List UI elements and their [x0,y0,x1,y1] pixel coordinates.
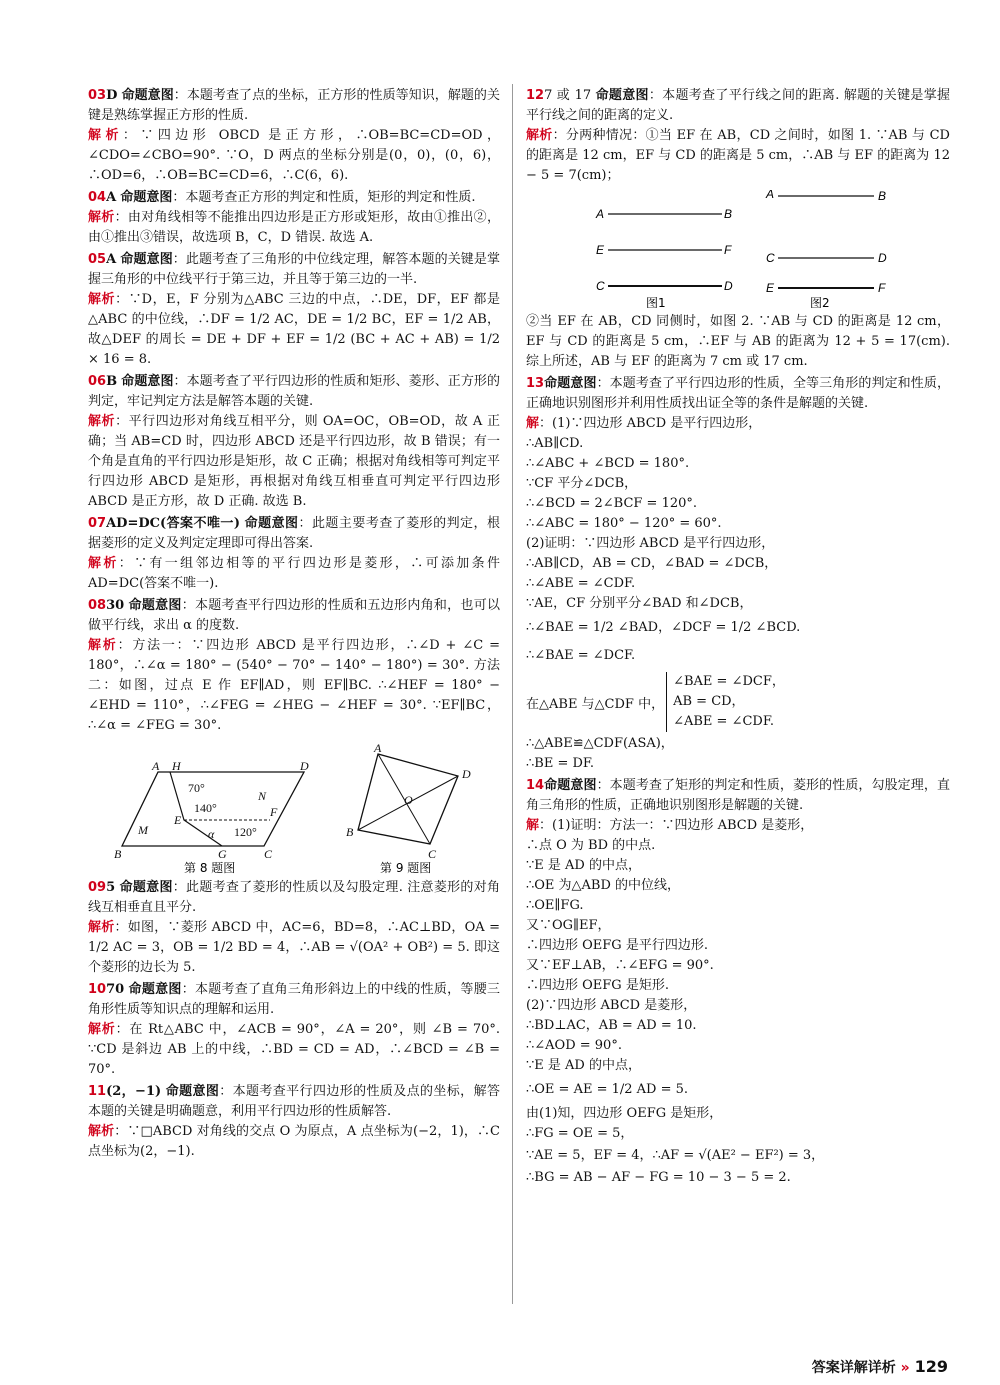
svg-text:B: B [346,825,354,839]
intent-label: 命题意图 [128,598,182,613]
svg-text:D: D [462,767,471,781]
solution-line: ∵E 是 AD 的中点， [526,858,641,873]
question-block: 05A 命题意图：此题考查了三角形的中位线定理，解答本题的关键是掌握三角形的中位线平行于第三边，并且等于第三边的一半. 解析：∵D，E，F 分别为△ABC 三边的中点，∴DE，DF，EF 都是△ABC 的中位线，∴DF = 1/2 AC，DE = 1/2 BC，EF = 1/2 AB，故△DEF 的周长 = DE + DF + EF = 1/2 (BC + AC + AB) = 1/2 × 16 = 8. [88,252,500,367]
intent-text: 此题考查了三角形的中位线定理，解答本题的关键是掌握三角形的中位线平行于第三边，并且等于第三边的一半. [88,252,500,287]
question-number: 14 [526,778,545,793]
geometry-figures [88,742,500,874]
question-number: 05 [88,252,107,267]
svg-text:D: D [724,279,733,293]
answer: (2，−1) [106,1084,162,1099]
svg-text:D: D [878,251,887,265]
question-block: 095 命题意图：此题考查了菱形的性质以及勾股定理. 注意菱形的对角线互相垂直且平分. 解析：如图，∵菱形 ABCD 中，AC=6，BD=8，∴AC⊥BD，OA = 1/2 AC = 3，OB = 1/2 BD = 4，∴AB = √(OA² + OB²) = 5. 即这个菱形的边长为 5. [88,880,500,975]
intent-text: 本题考查了平行四边形的性质，全等三角形的判定和性质，正确地识别图形并利用性质找出证全等的条件是解题的关键. [526,376,950,411]
q8-q9-figures [88,742,500,874]
svg-text:A: A [766,190,775,201]
solution-line: ∴∠BCD = 2∠BCF = 120°. [526,496,698,511]
solution-line: (1)证明：方法一：∵四边形 ABCD 是菱形， [552,818,814,833]
analysis-text: ∵有一组邻边相等的平行四边形是菱形，∴可添加条件 AD=DC(答案不唯一). [88,556,500,591]
svg-text:B: B [114,847,122,861]
svg-text:140°: 140° [194,801,217,815]
question-block: 04A 命题意图：本题考查正方形的判定和性质，矩形的判定和性质. 解析：由对角线相等不能推出四边形是正方形或矩形，故由①推出②，由①推出③错误，故选项 B，C，D 错误. 故选 A. [88,190,500,245]
solution-line: ∴FG = OE = 5， [526,1126,634,1141]
answer: A [106,190,117,205]
left-column [88,86,500,1164]
svg-text:A: A [152,759,160,773]
intent-text: 本题考查正方形的判定和性质，矩形的判定和性质. [185,190,476,205]
solution-line: ∴OE 为△ABD 的中位线， [526,878,681,893]
analysis-text: 如图，∵菱形 ABCD 中，AC=6，BD=8，∴AC⊥BD，OA = 1/2 AC = 3，OB = 1/2 BD = 4，∴AB = √(OA² + OB²) = 5. 即这个菱形的边长为 5. [88,920,500,975]
solution-line: ∴BG = AB − AF − FG = 10 − 3 − 5 = 2. [526,1170,791,1185]
analysis-text: 分两种情况：①当 EF 在 AB，CD 之间时，如图 1. ∵AB 与 CD 的距离是 12 cm，EF 与 CD 的距离是 5 cm，∴AB 与 EF 的距离为 12 − 5 = 7(cm)； [526,128,950,183]
analysis-text: 由对角线相等不能推出四边形是正方形或矩形，故由①推出②，由①推出③错误，故选项 B，C，D 错误. 故选 A. [88,210,500,245]
solution-line: ∵CF 平分∠DCB， [526,476,638,491]
intent-label: 命题意图 [165,1084,220,1099]
solution-line: ∴BD⊥AC，AB = AD = 10. [526,1018,697,1033]
solution-line: ∵AE = 5，EF = 4，∴AF = √(AE² − EF²) = 3， [526,1148,825,1163]
question-number: 08 [88,598,107,613]
svg-text:N: N [258,789,267,803]
analysis-text: ∵四边形 OBCD 是正方形，∴OB=BC=CD=OD，∠CDO=∠CBO=90°. ∵O，D 两点的坐标分别是(0，0)，(0，6)，∴OD=6，∴OB=BC=CD=6，∴C(6，6). [88,128,500,183]
intent-text: 此题主要考查了菱形的判定，根据菱形的定义及判定定理即可得出答案. [88,516,500,551]
analysis-label: 解析 [88,414,116,429]
svg-text:O: O [404,793,413,807]
svg-text:70°: 70° [188,781,205,795]
analysis-label: 解析 [88,1124,115,1139]
svg-text:H: H [172,759,181,773]
q12-figures [526,190,950,308]
svg-text:A: A [374,742,382,755]
footer-label: 答案详解详析 [811,1360,896,1376]
solution-line: 又∵EF⊥AB，∴∠EFG = 90°. [526,958,714,973]
question-number: 13 [526,376,545,391]
intent-text: 本题考查了直角三角形斜边上的中线的性质，等腰三角形性质等知识点的理解和运用. [88,982,500,1017]
question-block: 06B 命题意图：本题考查了平行四边形的性质和矩形、菱形、正方形的判定，牢记判定方法是解答本题的关键. 解析：平行四边形对角线互相平分，则 OA=OC，OB=OD，故 A 正确；当 AB=CD 时，四边形 ABCD 还是平行四边形，故 B 错误；有一个角是直角的平行四边形是矩形，故 C 正确；根据对角线相等可判定平行四边形 ABCD 是矩形，再根据对角线互相垂直可判定平行四边形 ABCD 是正方形，故 D 正确. 故选 B. [88,374,500,509]
intent-text: 本题考查了平行四边形的性质和矩形、菱形、正方形的判定，牢记判定方法是解答本题的关键. [88,374,500,409]
q14-block: 14命题意图：本题考查了矩形的判定和性质，菱形的性质，勾股定理，直角三角形的性质，正确地识别图形是解题的关键. [526,778,950,813]
question-number: 07 [88,516,107,531]
intent-label: 命题意图 [244,516,299,531]
svg-text:C: C [766,251,775,265]
svg-text:F: F [270,805,278,819]
solution-line: ∵AE，CF 分别平分∠BAD 和∠DCB， [526,596,753,611]
page-footer [812,1357,948,1377]
solution-line: ∴AB∥CD. [526,436,584,451]
question-number: 12 [526,88,545,103]
analysis-label: 解析 [88,1022,116,1037]
q12-block: 127 或 17 命题意图：本题考查了平行线之间的距离. 解题的关键是掌握平行线之间的距离的定义. [526,88,951,123]
parallel-lines-figure [526,190,950,308]
solution-line: (2)∵四边形 ABCD 是菱形， [526,998,697,1013]
fig8-caption: 第 8 题图 [184,861,236,874]
analysis-text: ∵□ABCD 对角线的交点 O 为原点，A 点坐标为(−2，1)，∴C 点坐标为(2，−1). [88,1124,500,1159]
brace-items [666,672,785,732]
intent-text: 本题考查平行四边形的性质及点的坐标，解答本题的关键是明确题意，利用平行四边形的性质解答. [88,1084,500,1119]
label-B: B [724,207,733,221]
q13-block: 13命题意图：本题考查了平行四边形的性质，全等三角形的判定和性质，正确地识别图形并利用性质找出证全等的条件是解题的关键. [526,376,950,411]
svg-text:M: M [138,823,148,837]
right-column [526,86,950,1188]
intent-label: 命题意图 [544,376,597,391]
analysis-label: 解析 [88,292,116,307]
solution-line: ∴∠ABE = ∠CDF. [526,576,636,591]
question-block: 1070 命题意图：本题考查了直角三角形斜边上的中线的性质，等腰三角形性质等知识点的理解和运用. 解析：在 Rt△ABC 中，∠ACB = 90°，∠A = 20°，则 ∠B = 70°. ∵CD 是斜边 AB 上的中线，∴BD = CD = AD，∴∠BCD = ∠B = 70°. [88,982,500,1077]
solution-line: (1)∵四边形 ABCD 是平行四边形， [552,416,762,431]
brace-lead: 在△ABE 与△CDF 中， [526,696,665,712]
solution-line: ∴∠AOD = 90°. [526,1038,622,1053]
question-number: 04 [88,190,107,205]
intent-label: 命题意图 [121,88,174,103]
question-block: 11(2，−1) 命题意图：本题考查平行四边形的性质及点的坐标，解答本题的关键是明确题意，利用平行四边形的性质解答. 解析：∵□ABCD 对角线的交点 O 为原点，A 点坐标为(−2，1)，∴C 点坐标为(2，−1). [88,1084,500,1159]
svg-text:C: C [596,279,605,293]
solution-line: ∴四边形 OEFG 是平行四边形. [526,938,708,953]
intent-label: 命题意图 [121,374,174,389]
brace-block [526,672,950,732]
analysis-label: 解析 [88,128,123,143]
solution-line: ∴点 O 为 BD 的中点. [526,838,656,853]
answer: 7 或 17 [544,88,592,103]
svg-text:120°: 120° [234,825,257,839]
question-number: 06 [88,374,107,389]
solution-line: (2)证明：∵四边形 ABCD 是平行四边形， [526,536,775,551]
question-block: 07AD=DC(答案不唯一) 命题意图：此题主要考查了菱形的判定，根据菱形的定义及判定定理即可得出答案. 解析：∵有一组邻边相等的平行四边形是菱形，∴可添加条件 AD=DC(答案不唯一). [88,516,500,591]
page-number: 129 [914,1357,948,1376]
analysis-label: 解析 [88,210,115,225]
answer: A [106,252,117,267]
solution-line: 由(1)知，四边形 OEFG 是矩形， [526,1106,723,1121]
question-number: 09 [88,880,107,895]
svg-text:F: F [724,243,732,257]
solution-label: 解 [526,818,540,833]
brace-item: ∠ABE = ∠CDF. [673,714,774,729]
q12-analysis-2: ②当 EF 在 AB，CD 同侧时，如图 2. ∵AB 与 CD 的距离是 12 cm，EF 与 CD 的距离是 5 cm，∴EF 与 AB 的距离为 12 + 5 = 17(cm). 综上所述，AB 与 EF 的距离为 7 cm 或 17 cm. [526,314,950,369]
q14-solution: 解：(1)证明：方法一：∵四边形 ABCD 是菱形， ∴点 O 为 BD 的中点. ∵E 是 AD 的中点， ∴OE 为△ABD 的中位线， ∴OE∥FG. 又∵OG∥EF， ∴四边形 OEFG 是平行四边形. 又∵EF⊥AB，∴∠EFG = 90°. ∴四边形 OEFG 是矩形. (2)∵四边形 ABCD 是菱形， ∴BD⊥AC，AB = AD = 10. ∴∠AOD = 90°. ∵E 是 AD 的中点， ∴OE = AE = 1/2 AD = 5. 由(1)知，四边形 OEFG 是矩形， ∴FG = OE = 5， ∵AE = 5，EF = 4，∴AF = √(AE² − EF²) = 3， ∴BG = AB − AF − FG = 10 − 3 − 5 = 2. [526,816,950,1188]
intent-label: 命题意图 [120,190,173,205]
solution-line: ∴∠ABC = 180° − 120° = 60°. [526,516,722,531]
svg-text:D: D [300,759,309,773]
intent-label: 命题意图 [128,982,182,997]
intent-label: 命题意图 [544,778,597,793]
analysis-text: 在 Rt△ABC 中，∠ACB = 90°，∠A = 20°，则 ∠B = 70°. ∵CD 是斜边 AB 上的中线，∴BD = CD = AD，∴∠BCD = ∠B = 70°. [88,1022,500,1077]
intent-label: 命题意图 [119,880,173,895]
intent-text: 本题考查了矩形的判定和性质，菱形的性质，勾股定理，直角三角形的性质，正确地识别图形是解题的关键. [526,778,950,813]
svg-text:α: α [208,827,215,841]
fig9-caption: 第 9 题图 [380,861,432,874]
brace-item: AB = CD， [673,694,745,709]
intent-label: 命题意图 [120,252,173,267]
q13-solution: 解：(1)∵四边形 ABCD 是平行四边形， ∴AB∥CD. ∴∠ABC + ∠BCD = 180°. ∵CF 平分∠DCB， ∴∠BCD = 2∠BCF = 120°. ∴∠ABC = 180° − 120° = 60°. (2)证明：∵四边形 ABCD 是平行四边形， ∴AB∥CD，AB = CD，∠BAD = ∠DCB， ∴∠ABE = ∠CDF. ∵AE，CF 分别平分∠BAD 和∠DCB， ∴∠BAE = 1/2 ∠BAD，∠DCF = 1/2 ∠BCD. ∴∠BAE = ∠DCF. 在△ABE 与△CDF 中， ∠BAE = ∠DCF， AB = CD， ∠ABE = ∠CDF. ∴△ABE≌△CDF(ASA)， ∴BE = DF. [526,414,950,774]
solution-line: ∴OE∥FG. [526,898,584,913]
arrow-icon: » [900,1360,910,1376]
intent-text: 此题考查了菱形的性质以及勾股定理. 注意菱形的对角线互相垂直且平分. [88,880,500,915]
solution-label: 解 [526,416,540,431]
svg-text:F: F [878,281,886,295]
solution-line: ∴∠ABC + ∠BCD = 180°. [526,456,690,471]
q12-analysis: 解析：分两种情况：①当 EF 在 AB，CD 之间时，如图 1. ∵AB 与 CD 的距离是 12 cm，EF 与 CD 的距离是 5 cm，∴AB 与 EF 的距离为 12 − 5 = 7(cm)； [526,128,950,183]
intent-text: 本题考查了点的坐标，正方形的性质等知识，解题的关键是熟练掌握正方形的性质. [88,88,500,123]
answer: AD=DC(答案不唯一) [106,516,241,531]
question-number: 11 [88,1084,107,1099]
fig2-caption: 图2 [810,296,830,308]
solution-line: ∴BE = DF. [526,756,595,771]
analysis-label: 解析 [526,128,553,143]
svg-text:E: E [174,813,182,827]
analysis-text: 平行四边形对角线互相平分，则 OA=OC，OB=OD，故 A 正确；当 AB=CD 时，四边形 ABCD 还是平行四边形，故 B 错误；有一个角是直角的平行四边形是矩形，故 C 正确；根据对角线相等可判定平行四边形 ABCD 是矩形，再根据对角线互相垂直可判定平行四边形 ABCD 是正方形，故 D 正确. 故选 B. [88,414,500,509]
answer: B [106,374,118,389]
analysis-text: ∵D，E，F 分别为△ABC 三边的中点，∴DE，DF，EF 都是△ABC 的中位线，∴DF = 1/2 AC，DE = 1/2 BC，EF = 1/2 AB，故△DEF 的周长 = DE + DF + EF = 1/2 (BC + AC + AB) = 1/2 × 16 = 8. [88,292,500,367]
svg-text:B: B [878,190,887,203]
solution-line: ∵E 是 AD 的中点， [526,1058,641,1073]
question-number: 03 [88,88,107,103]
question-block: 0830 命题意图：本题考查平行四边形的性质和五边形内角和，也可以做平行线，求出 α 的度数. 解析：方法一：∵四边形 ABCD 是平行四边形，∴∠D + ∠C = 180°，∴∠α = 180° − (540° − 70° − 140° − 180°) = 30°. 方法二：如图，过点 E 作 EF∥AD，则 EF∥BC. ∴∠HEF = 180° − ∠EHD = 110°，∴∠FEG = ∠HEG − ∠HEF = 30°. ∵EF∥BC，∴∠α = ∠FEG = 30°. [88,598,500,733]
intent-text: 本题考查平行四边形的性质和五边形内角和，也可以做平行线，求出 α 的度数. [88,598,500,633]
intent-label: 命题意图 [595,88,649,103]
solution-line: ∴AB∥CD，AB = CD，∠BAD = ∠DCB， [526,556,778,571]
intent-text: 本题考查了平行线之间的距离. 解题的关键是掌握平行线之间的距离的定义. [526,88,951,123]
question-number: 10 [88,982,107,997]
solution-line: ∴△ABE≌△CDF(ASA)， [526,736,674,751]
question-block: 03D 命题意图：本题考查了点的坐标，正方形的性质等知识，解题的关键是熟练掌握正方形的性质. 解析：∵四边形 OBCD 是正方形，∴OB=BC=CD=OD，∠CDO=∠CBO=90°. ∵O，D 两点的坐标分别是(0，0)，(0，6)，∴OD=6，∴OB=BC=CD=6，∴C(6，6). [88,88,500,183]
svg-text:E: E [766,281,775,295]
analysis-label: 解析 [88,638,118,653]
svg-text:C: C [428,847,437,861]
brace-item: ∠BAE = ∠DCF， [673,674,785,689]
analysis-label: 解析 [88,920,115,935]
svg-text:E: E [596,243,605,257]
analysis-text: 方法一：∵四边形 ABCD 是平行四边形，∴∠D + ∠C = 180°，∴∠α = 180° − (540° − 70° − 140° − 180°) = 30°. 方法二：如图，过点 E 作 EF∥AD，则 EF∥BC. ∴∠HEF = 180° − ∠EHD = 110°，∴∠FEG = ∠HEG − ∠HEF = 30°. ∵EF∥BC，∴∠α = ∠FEG = 30°. [88,638,500,733]
column-divider [512,84,513,1304]
solution-line: 又∵OG∥EF， [526,918,611,933]
answer: 30 [106,598,125,613]
answer: 5 [106,880,116,895]
fig1-caption: 图1 [646,296,666,308]
answer: 70 [106,982,125,997]
svg-text:G: G [218,847,227,861]
svg-text:C: C [264,847,273,861]
analysis-label: 解析 [88,556,119,571]
solution-line: ∴∠BAE = 1/2 ∠BAD，∠DCF = 1/2 ∠BCD. [526,620,801,635]
solution-line: ∴四边形 OEFG 是矩形. [526,978,669,993]
solution-line: ∴OE = AE = 1/2 AD = 5. [526,1082,689,1097]
solution-line: ∴∠BAE = ∠DCF. [526,648,636,663]
answer: D [106,88,118,103]
label-A: A [596,207,605,221]
